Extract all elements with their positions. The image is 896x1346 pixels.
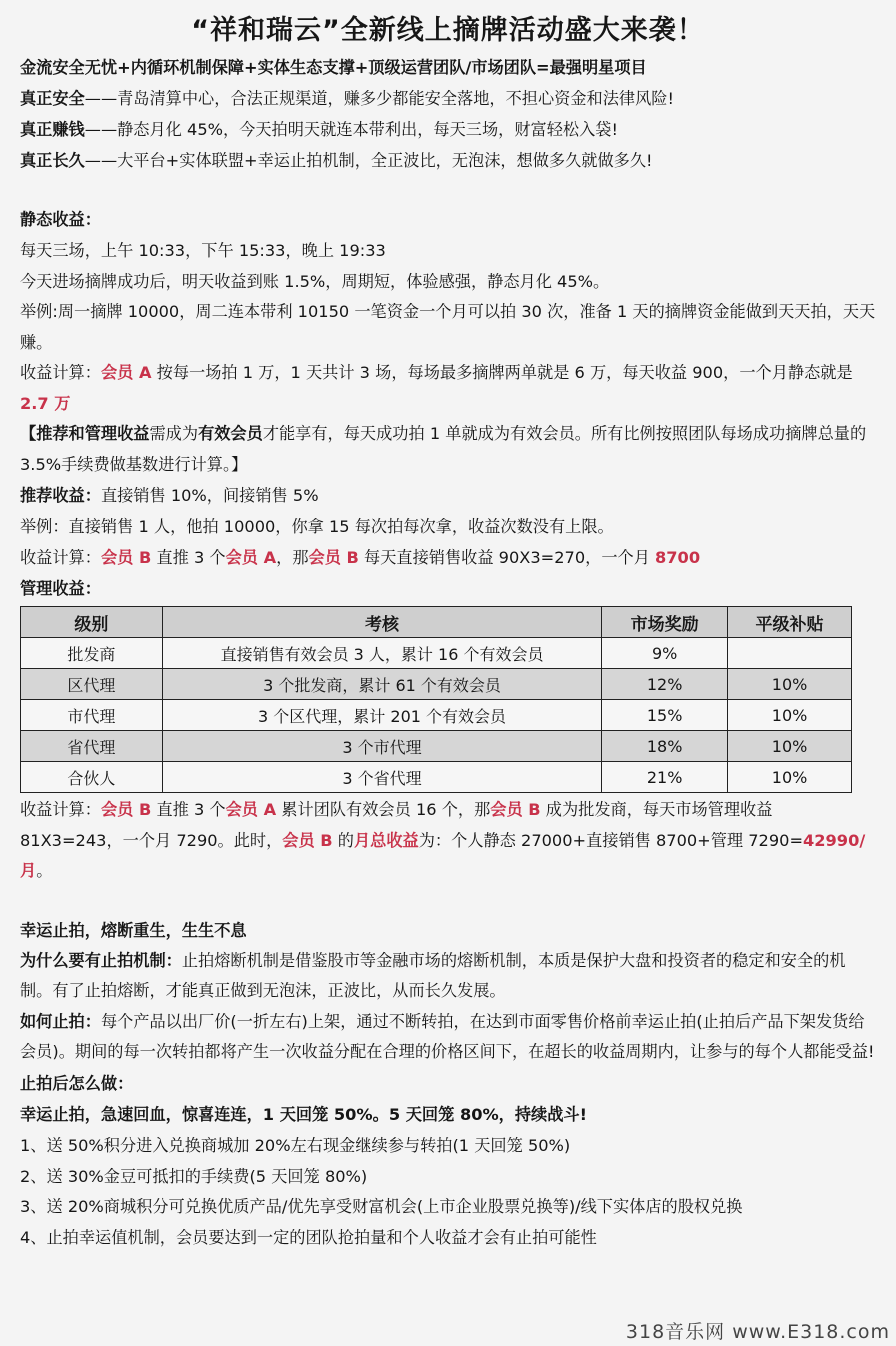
calc-text: 累计团队有效会员 16 个，那	[276, 800, 491, 819]
notice-bold-1: 推荐和管理收益	[36, 424, 150, 443]
calc-text: 的	[332, 830, 354, 850]
table-row	[21, 731, 852, 762]
calc-prefix: 收益计算：	[20, 548, 101, 567]
notice	[20, 419, 876, 480]
notice-text-1: 需成为	[149, 424, 199, 443]
calc-value: 2.7 万	[20, 393, 71, 413]
requirement-cell: 直接销售有效会员 3 人，累计 16 个有效会员	[162, 638, 601, 669]
intro-text: ——青岛清算中心，合法正规渠道，赚多少都能安全落地，不担心资金和法律风险!	[84, 89, 674, 108]
watermark: 318音乐网 www.E318.com	[625, 1321, 890, 1343]
why-text: 止拍熔断机制是借鉴股市等金融市场的熔断机制，本质是保护大盘和投资者的稳定和安全的机制。有了止拍熔断，才能真正做到无泡沫，正波比，从而长久发展。	[20, 950, 846, 1000]
referral-example: 举例：直接销售 1 人，他拍 10000，你拿 15 每次拍每次拿，收益次数没有上限。	[20, 517, 614, 536]
member-a-label: 会员 A	[225, 548, 277, 567]
referral-calc	[20, 542, 876, 573]
bonus-cell: 10%	[728, 731, 852, 762]
slogan: 幸运止拍，急速回血，惊喜连连，1 天回笼 50%。5 天回笼 80%，持续战斗!	[20, 1104, 588, 1124]
requirement-cell: 3 个区代理，累计 201 个有效会员	[162, 700, 601, 731]
calc-text: 为：个人静态 27000+直接销售 8700+管理 7290=	[418, 830, 804, 850]
level-cell: 省代理	[21, 731, 163, 762]
static-calc	[20, 358, 876, 419]
level-cell: 区代理	[21, 669, 163, 700]
notice-bracket: 【	[20, 424, 37, 443]
table-row	[21, 669, 852, 700]
static-heading: 静态收益：	[20, 210, 101, 229]
member-a-label: 会员 A	[100, 363, 152, 382]
intro-key: 真正安全	[20, 89, 85, 108]
member-b-label: 会员 B	[282, 830, 333, 850]
referral-label: 推荐收益：	[20, 486, 101, 505]
member-b-label: 会员 B	[308, 548, 359, 567]
intro-key: 真正赚钱	[20, 120, 85, 139]
calc-prefix: 收益计算：	[20, 800, 101, 819]
static-line-2: 今天进场摘牌成功后，明天收益到账 1.5%，周期短，体验感强，静态月化 45%。	[20, 272, 610, 291]
member-b-label: 会员 B	[490, 800, 541, 819]
column-header: 级别	[21, 607, 163, 638]
management-table	[20, 606, 852, 793]
intro-line-2	[20, 114, 876, 145]
bonus-cell: 10%	[728, 700, 852, 731]
lucky-heading: 幸运止拍，熔断重生，生生不息	[20, 920, 247, 940]
calc-value: 8700	[655, 548, 701, 567]
why-label: 为什么要有止拍机制：	[20, 950, 182, 970]
level-cell: 市代理	[21, 700, 163, 731]
requirement-cell: 3 个市代理	[162, 731, 601, 762]
member-b-label: 会员 B	[100, 548, 152, 567]
member-a-label: 会员 A	[225, 800, 277, 819]
column-header: 考核	[162, 607, 601, 638]
requirement-cell: 3 个省代理	[162, 762, 601, 793]
calc-prefix: 收益计算：	[20, 363, 101, 382]
list-item: 2、送 30%金豆可抵扣的手续费(5 天回笼 80%)	[20, 1166, 368, 1186]
how-text: 每个产品以出厂价(一折左右)上架，通过不断转拍，在达到市面零售价格前幸运止拍(止拍后产品下架发货给会员)。期间的每一次转拍都将产生一次收益分配在合理的价格区间下，在超长的收益周期内，让参与的每个人都能受益!	[20, 1011, 875, 1061]
table-row	[21, 700, 852, 731]
how-paragraph	[20, 1007, 876, 1068]
bonus-cell: 10%	[728, 669, 852, 700]
calc-text: 直推 3 个	[151, 548, 226, 567]
list-item: 1、送 50%积分进入兑换商城加 20%左右现金继续参与转拍(1 天回笼 50%)	[20, 1135, 571, 1155]
table-row	[21, 638, 852, 669]
calc-text: 成为批发商，每天市场管理收益 81X3=243，一个月 7290。此时，	[20, 800, 773, 850]
bonus-cell: 10%	[728, 762, 852, 793]
referral-text: 直接销售 10%，间接销售 5%	[100, 486, 319, 505]
member-b-label: 会员 B	[100, 800, 152, 819]
reward-cell: 12%	[602, 669, 728, 700]
calc-text: ，那	[276, 548, 309, 567]
intro-key: 真正长久	[20, 151, 85, 170]
table-row	[21, 762, 852, 793]
column-header: 市场奖励	[602, 607, 728, 638]
management-heading: 管理收益：	[20, 579, 101, 598]
table-header-row	[21, 607, 852, 638]
page-title: “祥和瑞云”全新线上摘牌活动盛大来袭！	[191, 15, 705, 46]
calc-text: 。	[36, 861, 53, 880]
reward-cell: 9%	[602, 638, 728, 669]
calc-text: 按每一场拍 1 万，1 天共计 3 场，每场最多摘牌两单就是 6 万，每天收益 900，一个月静态就是	[151, 363, 853, 382]
intro-line-3	[20, 145, 876, 176]
management-calc	[20, 795, 876, 887]
list-item: 3、送 20%商城积分可兑换优质产品/优先享受财富机会(上市企业股票兑换等)/线下实体店的股权兑换	[20, 1196, 743, 1216]
calc-total: 42990/月	[20, 830, 866, 880]
notice-bold-2: 有效会员	[198, 424, 263, 443]
static-line-1: 每天三场，上午 10:33，下午 15:33，晚上 19:33	[20, 241, 386, 260]
reward-cell: 18%	[602, 731, 728, 762]
list-item: 4、止拍幸运值机制，会员要达到一定的团队抢拍量和个人收益才会有止拍可能性	[20, 1228, 597, 1247]
level-cell: 批发商	[21, 638, 163, 669]
level-cell: 合伙人	[21, 762, 163, 793]
monthly-total-label: 月总收益	[354, 830, 419, 850]
column-header: 平级补贴	[728, 607, 852, 638]
calc-text: 每天直接销售收益 90X3=270，一个月	[358, 548, 656, 567]
intro-text: ——大平台+实体联盟+幸运止拍机制，全正波比，无泡沫，想做多久就做多久!	[84, 151, 653, 170]
reward-cell: 21%	[602, 762, 728, 793]
intro-text: ——静态月化 45%，今天拍明天就连本带利出，每天三场，财富轻松入袋!	[84, 120, 618, 139]
why-paragraph	[20, 946, 876, 1007]
static-example: 举例:周一摘牌 10000，周二连本带利 10150 一笔资金一个月可以拍 30 次，准备 1 天的摘牌资金能做到天天拍，天天赚。	[20, 302, 876, 352]
calc-text: 直推 3 个	[151, 800, 226, 819]
referral-line	[20, 480, 876, 511]
how-label: 如何止拍：	[20, 1011, 101, 1031]
after-heading: 止拍后怎么做：	[20, 1073, 134, 1093]
notice-text-2: 才能享有，每天成功拍 1 单就成为有效会员。所有比例按照团队每场成功摘牌总量的 3.5%手续费做基数进行计算。】	[20, 424, 867, 474]
headline: 金流安全无忧+内循环机制保障+实体生态支撑+顶级运营团队/市场团队=最强明星项目	[20, 58, 647, 77]
intro-line-1	[20, 83, 876, 114]
reward-cell: 15%	[602, 700, 728, 731]
requirement-cell: 3 个批发商，累计 61 个有效会员	[162, 669, 601, 700]
bonus-cell	[728, 638, 852, 669]
